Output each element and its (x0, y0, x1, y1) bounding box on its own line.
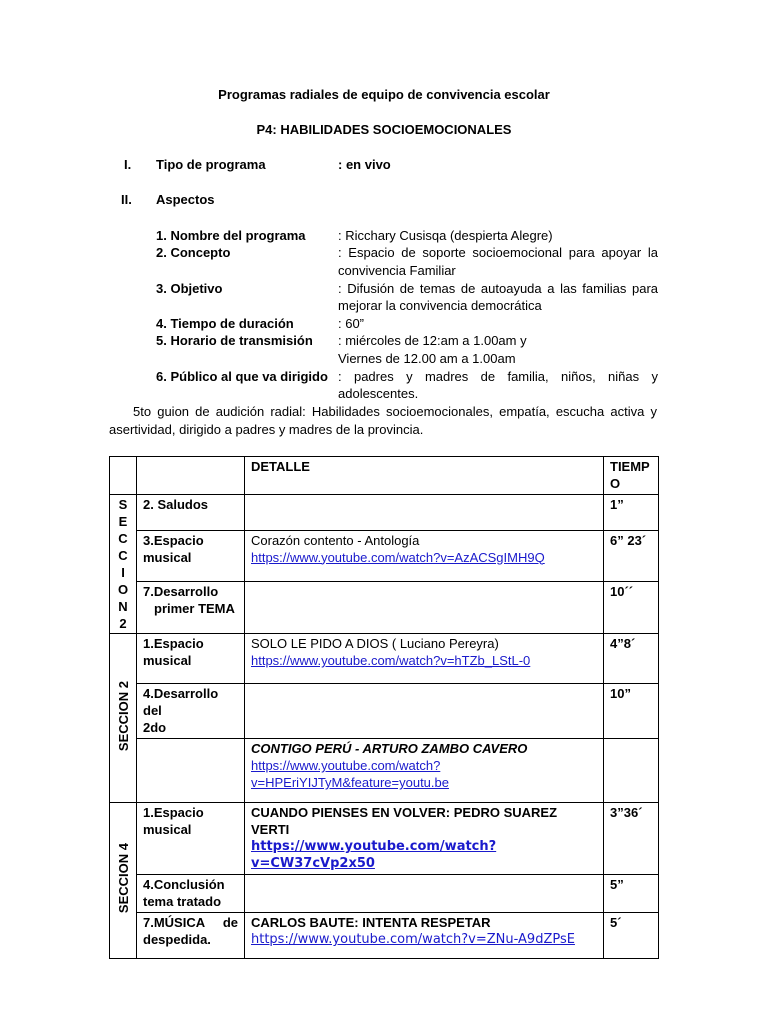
time-cell: 10´´ (604, 581, 659, 633)
header-tiempo-line-2: O (610, 476, 621, 491)
item-title-cont: musical (143, 549, 192, 565)
item-title-cont: primer TEMA (154, 600, 235, 616)
section-letter: C (118, 548, 128, 563)
time-cell: 1” (604, 495, 659, 531)
song-title: CARLOS BAUTE: INTENTA RESPETAR (251, 915, 491, 930)
aspect-value-5-cont: Viernes de 12.00 am a 1.00am (338, 351, 516, 366)
time-cell: 5´ (604, 913, 659, 959)
table-row (110, 803, 659, 875)
item-number: 1. (143, 805, 154, 820)
youtube-link-cont[interactable]: v=HPEriYIJTyM&feature=youtu.be (251, 775, 449, 790)
item-title-cont: musical (143, 653, 192, 668)
item-cell (137, 913, 245, 959)
table-row (110, 875, 659, 913)
intro-line-2: asertividad, dirigido a padres y madres de la provincia. (109, 422, 424, 437)
header-tiempo (604, 457, 659, 495)
item-title: Espacio (153, 532, 204, 548)
detail-cell (245, 495, 604, 531)
section-label-vertical: SECCION 2 (115, 680, 131, 752)
item-cell (137, 875, 245, 913)
detail-cell (245, 875, 604, 913)
item-title: 4.Desarrollo del (143, 686, 219, 718)
item-title-cont: musical (143, 822, 192, 837)
detail-cell (245, 581, 604, 633)
table-row (110, 684, 659, 739)
aspect-value-2: : Espacio de soporte socioemocional para apoyar la (338, 245, 658, 260)
section-letter: N (118, 599, 128, 614)
item-title-cont: tema tratado (143, 894, 222, 909)
table-row (110, 581, 659, 633)
table-row (110, 495, 659, 531)
document-title: Programas radiales de equipo de convivencia escolar (218, 87, 550, 102)
song-title: CONTIGO PERÚ - ARTURO ZAMBO CAVERO (251, 741, 528, 756)
section-label-vertical: SECCION 4 (115, 843, 131, 914)
time-cell: 10” (604, 684, 659, 739)
section-label-cell (110, 803, 137, 959)
aspect-label-1: 1. Nombre del programa (156, 228, 306, 243)
section-label-cell (110, 634, 137, 803)
item-cell (137, 684, 245, 739)
item-cell (137, 739, 245, 803)
aspect-value-2-cont: convivencia Familiar (338, 263, 456, 278)
table-row (110, 739, 659, 803)
item-cell: 2. Saludos (137, 495, 245, 531)
item-title: Conclusión (153, 877, 225, 892)
item-title: MÚSICA de (153, 915, 238, 930)
aspect-label-6: 6. Público al que va dirigido (156, 369, 328, 384)
item-title: 7.Desarrollo (143, 583, 219, 599)
section-1-value: : en vivo (338, 157, 391, 172)
aspect-value-1: : Ricchary Cusisqa (despierta Alegre) (338, 228, 553, 243)
aspect-value-5: : miércoles de 12:am a 1.00am y (338, 333, 527, 348)
item-cell (137, 803, 245, 875)
song-title: SOLO LE PIDO A DIOS ( Luciano Pereyra) (251, 636, 499, 651)
detail-cell (245, 739, 604, 803)
section-2-label: Aspectos (156, 192, 215, 207)
time-cell: 5” (604, 875, 659, 913)
item-number: 3. (143, 532, 154, 548)
youtube-link[interactable]: https://www.youtube.com/watch?v=AzACSgIMH9Q (251, 549, 545, 565)
song-title: CUANDO PIENSES EN VOLVER: PEDRO SUAREZ VERTI (251, 805, 558, 837)
item-number: 7. (143, 915, 154, 930)
section-2-number: II. (121, 192, 132, 207)
aspect-value-6: : padres y madres de familia, niños, niñas y (338, 369, 658, 384)
youtube-link[interactable]: https://www.youtube.com/watch? (251, 758, 441, 773)
document-subtitle: P4: HABILIDADES SOCIOEMOCIONALES (256, 122, 512, 137)
youtube-link[interactable]: https://www.youtube.com/watch?v=ZNu-A9dZPsE (251, 932, 575, 947)
section-1-label: Tipo de programa (156, 157, 266, 172)
table-row (110, 913, 659, 959)
item-cell (137, 634, 245, 684)
song-title: Corazón contento - Antología (251, 532, 420, 548)
section-label-stacked (110, 495, 137, 634)
section-letter: E (118, 514, 128, 529)
item-cell (137, 530, 245, 581)
detail-cell (245, 530, 604, 581)
time-cell: 3”36´ (604, 803, 659, 875)
header-tiempo-line-1: TIEMP (610, 459, 650, 474)
youtube-link[interactable]: https://www.youtube.com/watch?v=hTZb_LStL-0 (251, 653, 531, 668)
detail-cell (245, 913, 604, 959)
table-header-row (110, 457, 659, 495)
intro-line-1: 5to guion de audición radial: Habilidades socioemocionales, empatía, escucha activa y (133, 404, 657, 419)
header-empty-cell (110, 457, 137, 495)
item-title-cont: 2do (143, 720, 167, 735)
item-title: Espacio (153, 636, 204, 651)
item-number: 1. (143, 636, 154, 651)
section-letter: 2 (119, 616, 127, 631)
aspect-label-4: 4. Tiempo de duración (156, 316, 294, 331)
youtube-link[interactable]: https://www.youtube.com/watch?v=CW37cVp2x50 (251, 839, 497, 871)
item-number: 4. (143, 877, 154, 892)
section-letter: O (117, 582, 129, 597)
item-title-cont: despedida. (143, 932, 211, 947)
detail-cell (245, 684, 604, 739)
aspect-label-2: 2. Concepto (156, 245, 231, 260)
header-empty-cell (137, 457, 245, 495)
item-cell (137, 581, 245, 633)
section-1-number: I. (124, 157, 132, 172)
section-letter: C (118, 531, 128, 546)
aspect-value-6-cont: adolescentes. (338, 386, 419, 401)
item-title: Espacio (153, 805, 204, 820)
aspect-label-3: 3. Objetivo (156, 281, 223, 296)
time-cell: 4”8´ (604, 634, 659, 684)
program-table (109, 456, 659, 959)
detail-cell (245, 803, 604, 875)
header-detalle: DETALLE (245, 457, 604, 495)
detail-cell (245, 634, 604, 684)
section-letter: S (118, 497, 128, 512)
time-cell: 6” 23´ (604, 530, 659, 581)
table-row (110, 634, 659, 684)
section-letter: I (121, 565, 125, 580)
aspect-value-4: : 60” (338, 316, 365, 331)
aspect-value-3: : Difusión de temas de autoayuda a las familias para (338, 281, 658, 296)
time-cell (604, 739, 659, 803)
aspect-value-3-cont: mejorar la convivencia democrática (338, 298, 542, 313)
aspect-label-5: 5. Horario de transmisión (156, 333, 313, 348)
table-row (110, 530, 659, 581)
